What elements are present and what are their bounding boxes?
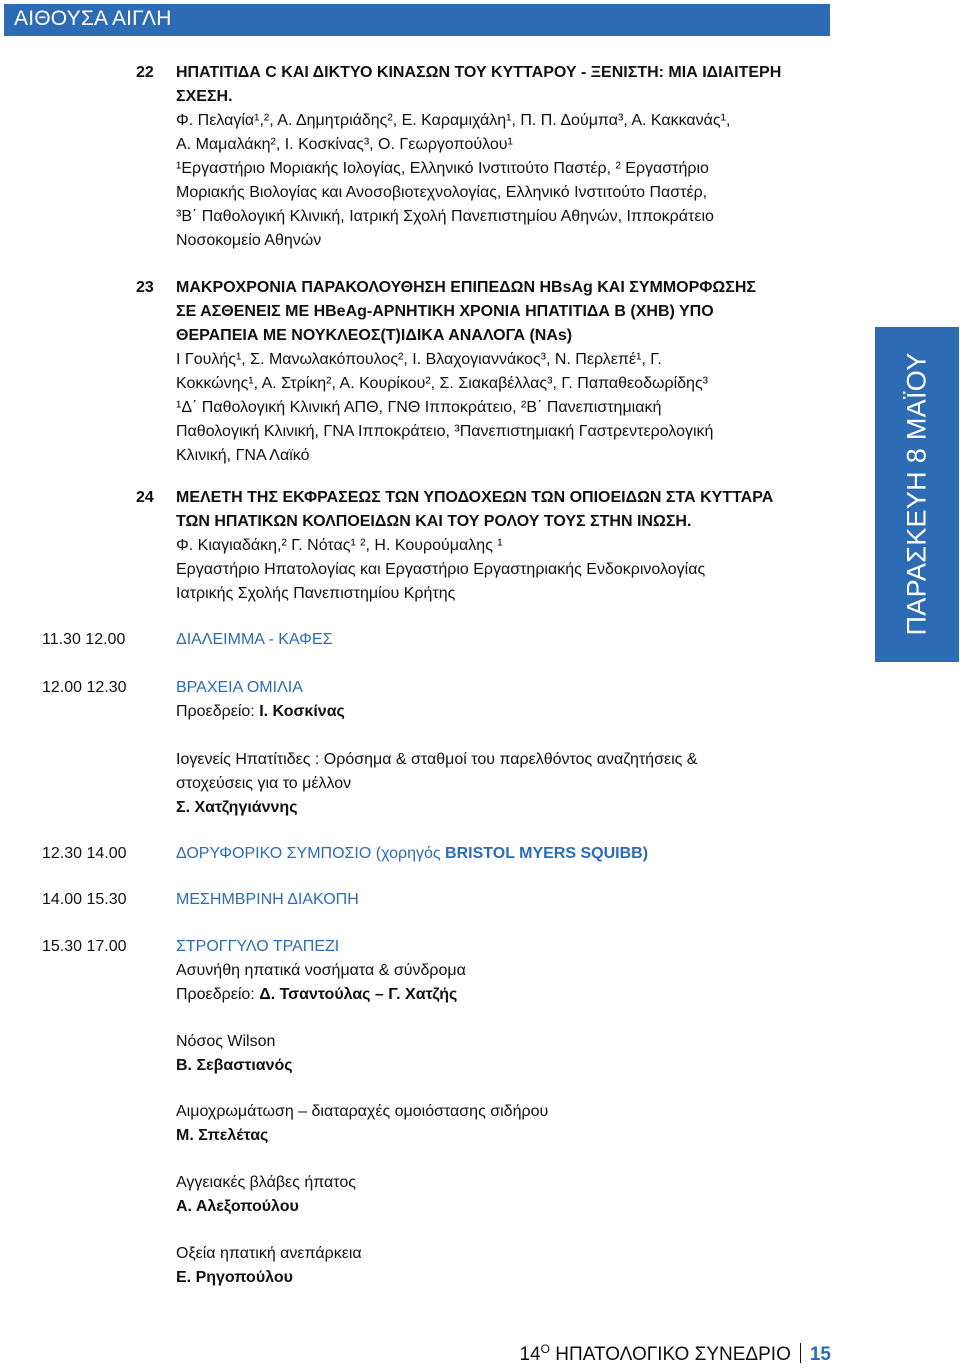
paper-affiliation: ³Β΄ Παθολογική Κλινική, Ιατρική Σχολή Πανεπιστημίου Αθηνών, Ιπποκράτειο bbox=[176, 208, 714, 225]
session-time: 12.30 14.00 bbox=[42, 845, 127, 862]
short-talk-session bbox=[176, 676, 816, 820]
day-side-tab bbox=[875, 327, 959, 662]
session-subtitle: Ασυνήθη ηπατικά νοσήματα & σύνδρομα bbox=[176, 962, 466, 979]
session-time: 11.30 12.00 bbox=[42, 631, 126, 648]
day-label: ΠΑΡΑΣΚΕΥΗ 8 ΜΑΪΟΥ bbox=[901, 352, 932, 636]
paper-22 bbox=[176, 61, 818, 253]
paper-23 bbox=[176, 276, 818, 468]
paper-title-line: ΤΩΝ ΗΠΑΤΙΚΩΝ ΚΟΛΠΟΕΙΔΩΝ ΚΑΙ ΤΟΥ ΡΟΛΟΥ ΤΟΥΣ ΣΤΗΝ ΙΝΩΣΗ. bbox=[176, 513, 692, 530]
sponsor-name: BRISTOL MYERS SQUIBB) bbox=[445, 845, 649, 862]
session-chair bbox=[176, 983, 816, 1007]
talk-speaker: Μ. Σπελέτας bbox=[176, 1127, 269, 1144]
paper-title-line: ΗΠΑΤΙΤΙΔΑ C ΚΑΙ ΔΙΚΤΥΟ ΚΙΝΑΣΩΝ ΤΟΥ ΚΥΤΤΑΡΟΥ - ΞΕΝΙΣΤΗ: ΜΙΑ ΙΔΙΑΙΤΕΡΗ bbox=[176, 64, 782, 81]
chair-label: Προεδρείο: bbox=[176, 986, 255, 1003]
break-session bbox=[176, 628, 816, 652]
talk-speaker: Σ. Χατζηγιάννης bbox=[176, 799, 298, 816]
paper-affiliation: Εργαστήριο Ηπατολογίας και Εργαστήριο Εργαστηριακής Ενδοκρινολογίας bbox=[176, 561, 706, 578]
talk-title: στοχεύσεις για το μέλλον bbox=[176, 775, 352, 792]
paper-affiliation: ¹Εργαστήριο Μοριακής Ιολογίας, Ελληνικό Ινστιτούτο Παστέρ, ² Εργαστήριο bbox=[176, 160, 709, 177]
talk-title: Αγγειακές βλάβες ήπατος bbox=[176, 1174, 356, 1191]
paper-title-line: ΜΕΛΕΤΗ ΤΗΣ ΕΚΦΡΑΣΕΩΣ ΤΩΝ ΥΠΟΔΟΧΕΩΝ ΤΩΝ ΟΠΙΟΕΙΔΩΝ ΣΤΑ ΚΥΤΤΑΡΑ bbox=[176, 489, 774, 506]
paper-authors: Α. Μαμαλάκη², Ι. Κοσκίνας³, Ο. Γεωργοπούλου¹ bbox=[176, 136, 513, 153]
spacer bbox=[176, 724, 816, 748]
paper-number: 24 bbox=[136, 489, 154, 506]
session-time: 14.00 15.30 bbox=[42, 891, 127, 908]
paper-authors: Φ. Πελαγία¹,², Α. Δημητριάδης², Ε. Καραμιχάλη¹, Π. Π. Δούμπα³, Α. Κακκανάς¹, bbox=[176, 112, 731, 129]
talk-title: Ιογενείς Ηπατίτιδες : Ορόσημα & σταθμοί του παρελθόντος αναζητήσεις & bbox=[176, 751, 698, 768]
paper-title-line: ΜΑΚΡΟΧΡΟΝΙΑ ΠΑΡΑΚΟΛΟΥΘΗΣΗ ΕΠΙΠΕΔΩΝ HBsAg ΚΑΙ ΣΥΜΜΟΡΦΩΣΗΣ bbox=[176, 279, 757, 296]
paper-affiliation: Μοριακής Βιολογίας και Ανοσοβιοτεχνολογίας, Ελληνικό Ινστιτούτο Παστέρ, bbox=[176, 184, 708, 201]
session-title: ΔΙΑΛΕΙΜΜΑ - ΚΑΦΕΣ bbox=[176, 631, 333, 648]
talk-speaker: Ε. Ρηγοπούλου bbox=[176, 1269, 293, 1286]
paper-affiliation: Παθολογική Κλινική, ΓΝΑ Ιπποκράτειο, ³Πανεπιστημιακή Γαστρεντερολογική bbox=[176, 423, 714, 440]
footer-divider bbox=[800, 1343, 801, 1363]
paper-24 bbox=[176, 486, 818, 606]
round-table-talk bbox=[176, 1242, 816, 1290]
hall-header-bar bbox=[4, 4, 830, 36]
talk-title: Αιμοχρωμάτωση – διαταραχές ομοιόστασης σιδήρου bbox=[176, 1103, 549, 1120]
paper-authors: Φ. Κιαγιαδάκη,² Γ. Νότας¹ ², Η. Κουρούμαλης ¹ bbox=[176, 537, 503, 554]
session-time: 12.00 12.30 bbox=[42, 679, 127, 696]
talk-title: Νόσος Wilson bbox=[176, 1033, 276, 1050]
paper-affiliation: Ιατρικής Σχολής Πανεπιστημίου Κρήτης bbox=[176, 585, 456, 602]
paper-number: 23 bbox=[136, 279, 154, 296]
paper-affiliation: Κλινική, ΓΝΑ Λαϊκό bbox=[176, 447, 310, 464]
paper-affiliation: Νοσοκομείο Αθηνών bbox=[176, 232, 322, 249]
session-title: ΣΤΡΟΓΓΥΛΟ ΤΡΑΠΕΖΙ bbox=[176, 938, 340, 955]
talk-title: Οξεία ηπατική ανεπάρκεια bbox=[176, 1245, 362, 1262]
round-table-talk bbox=[176, 1030, 816, 1078]
satellite-session bbox=[176, 842, 816, 866]
page-number: 15 bbox=[809, 1344, 831, 1365]
talk-speaker: Α. Αλεξοπούλου bbox=[176, 1198, 299, 1215]
edition-superscript: Ο bbox=[540, 1342, 550, 1356]
paper-affiliation: ¹Δ΄ Παθολογική Κλινική ΑΠΘ, ΓΝΘ Ιπποκράτειο, ²Β΄ Πανεπιστημιακή bbox=[176, 399, 662, 416]
round-table-talk bbox=[176, 1100, 816, 1148]
paper-authors: Κοκκώνης¹, Α. Στρίκη², Α. Κουρίκου², Σ. Σιακαβέλλας³, Γ. Παπαθεοδωρίδης³ bbox=[176, 375, 708, 392]
paper-authors: Ι Γουλής¹, Σ. Μανωλακόπουλος², Ι. Βλαχογιαννάκος³, Ν. Περλεπέ¹, Γ. bbox=[176, 351, 662, 368]
chair-label: Προεδρείο: bbox=[176, 703, 255, 720]
edition-number: 14 bbox=[519, 1344, 541, 1365]
paper-title-line: ΣΧΕΣΗ. bbox=[176, 88, 233, 105]
page-footer bbox=[519, 1343, 831, 1367]
hall-title: ΑΙΘΟΥΣΑ ΑΙΓΛΗ bbox=[14, 7, 172, 30]
session-title: ΔΟΡΥΦΟΡΙΚΟ ΣΥΜΠΟΣΙΟ ( bbox=[176, 845, 382, 862]
talk-speaker: Β. Σεβαστιανός bbox=[176, 1057, 293, 1074]
session-title: ΜΕΣΗΜΒΡΙΝΗ ΔΙΑΚΟΠΗ bbox=[176, 891, 359, 908]
paper-title-line: ΣΕ ΑΣΘΕΝΕΙΣ ΜΕ HBeAg-ΑΡΝΗΤΙΚΗ ΧΡΟΝΙΑ ΗΠΑΤΙΤΙΔΑ Β (ΧΗΒ) ΥΠΟ bbox=[176, 303, 714, 320]
chair-name: Ι. Κοσκίνας bbox=[259, 703, 345, 720]
paper-title-line: ΘΕΡΑΠΕΙΑ ΜΕ ΝΟΥΚΛΕΟΣ(Τ)ΙΔΙΚΑ ΑΝΑΛΟΓΑ (NAs) bbox=[176, 327, 573, 344]
paper-number: 22 bbox=[136, 64, 154, 81]
session-time: 15.30 17.00 bbox=[42, 938, 127, 955]
round-table-session bbox=[176, 935, 816, 1007]
sponsor-label: χορηγός bbox=[381, 845, 441, 862]
round-table-talk bbox=[176, 1171, 816, 1219]
congress-name: ΗΠΑΤΟΛΟΓΙΚΟ ΣΥΝΕΔΡΙΟ bbox=[555, 1344, 791, 1365]
lunch-session bbox=[176, 888, 816, 912]
session-chair bbox=[176, 700, 816, 724]
session-title: ΒΡΑΧΕΙΑ ΟΜΙΛΙΑ bbox=[176, 679, 303, 696]
chair-name: Δ. Τσαντούλας – Γ. Χατζής bbox=[259, 986, 458, 1003]
